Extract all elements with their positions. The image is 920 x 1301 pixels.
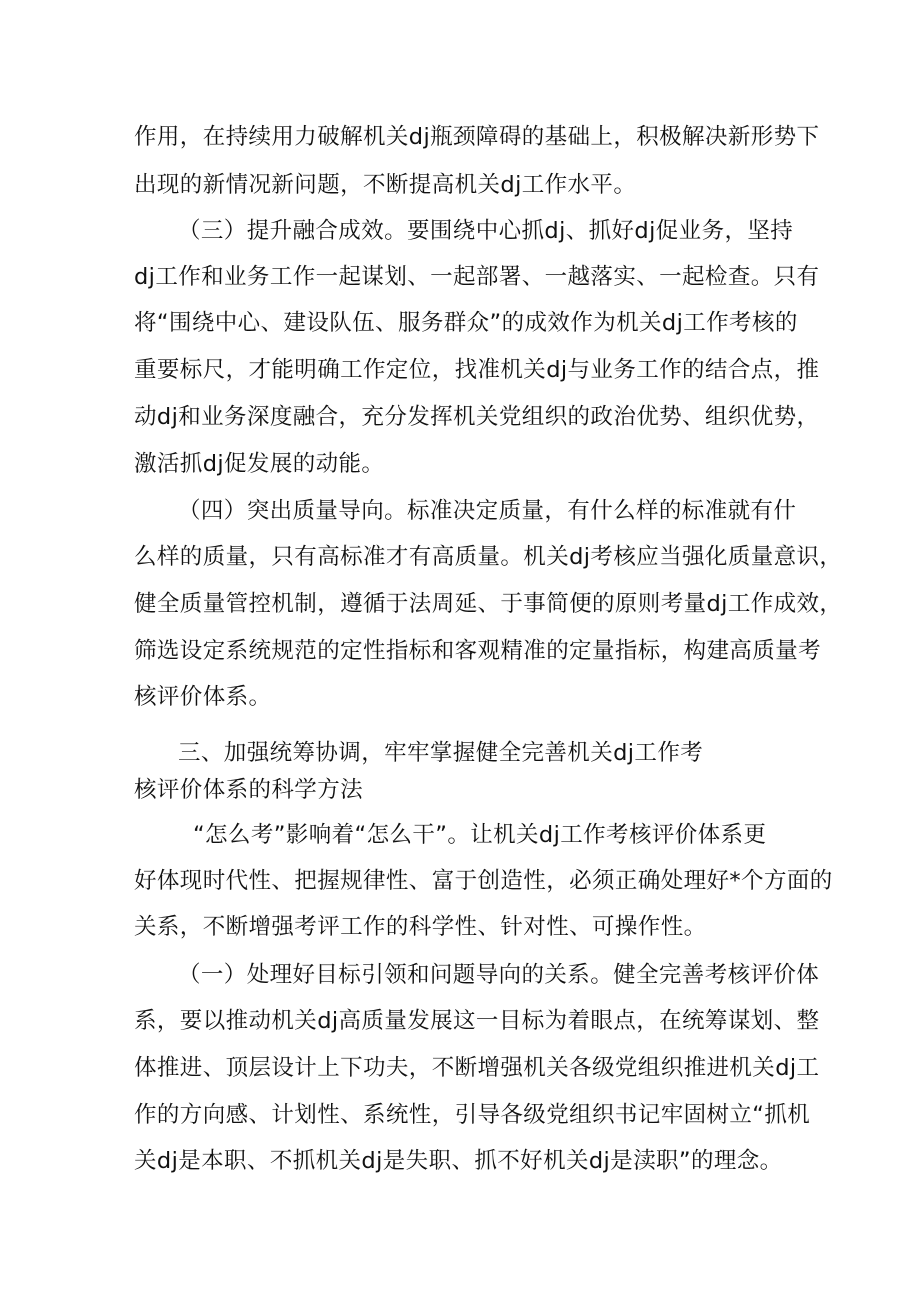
section-heading: 核评价体系的科学方法 [134,777,364,803]
text-line: 出现的新情况新问题，不断提高机关dj工作水平。 [134,172,637,198]
text-line: 健全质量管控机制，遵循于法周延、于事简便的原则考量dj工作成效， [134,591,843,617]
section-heading: 三、加强统筹协调，牢牢掌握健全完善机关dj工作考 [178,740,704,766]
text-line: 筛选设定系统规范的定性指标和客观精准的定量指标，构建高质量考 [134,638,822,664]
text-line: 动dj和业务深度融合，充分发挥机关党组织的政治优势、组织优势， [134,404,820,430]
text-line: 作用，在持续用力破解机关dj瓶颈障碍的基础上，积极解决新形势下 [134,124,820,150]
text-line: 作的方向感、计划性、系统性，引导各级党组织书记牢固树立“抓机 [134,1102,811,1128]
text-line: 重要标尺，才能明确工作定位，找准机关dj与业务工作的结合点，推 [134,357,820,383]
text-line: （三）提升融合成效。要围绕中心抓dj、抓好dj促业务，坚持 [178,218,794,244]
text-line: 么样的质量，只有高标准才有高质量。机关dj考核应当强化质量意识， [134,544,843,570]
text-line: 关系，不断增强考评工作的科学性、针对性、可操作性。 [134,914,707,940]
section-heading: 核评价体系。 [134,684,272,710]
text-line: 将“围绕中心、建设队伍、服务群众”的成效作为机关dj工作考核的 [134,310,798,336]
text-line: （四）突出质量导向。标准决定质量，有什么样的标准就有什 [178,498,797,524]
text-line: 关dj是本职、不抓机关dj是失职、抓不好机关dj是渎职”的理念。 [134,1148,783,1174]
text-line: dj工作和业务工作一起谋划、一起部署、一越落实、一起检查。只有 [134,264,820,290]
text-line: 体推进、顶层设计上下功夫，不断增强机关各级党组织推进机关dj工 [134,1055,820,1081]
text-line: 好体现时代性、把握规律性、富于创造性，必须正确处理好*个方面的 [134,868,833,894]
text-line: 系，要以推动机关dj高质量发展这一目标为着眼点，在统筹谋划、整 [134,1008,820,1034]
text-line: “怎么考”影响着“怎么干”。让机关dj工作考核评价体系更 [193,822,767,848]
text-line: 激活抓dj促发展的动能。 [134,451,385,477]
text-line: （一）处理好目标引领和问题导向的关系。健全完善考核评价体 [178,962,820,988]
